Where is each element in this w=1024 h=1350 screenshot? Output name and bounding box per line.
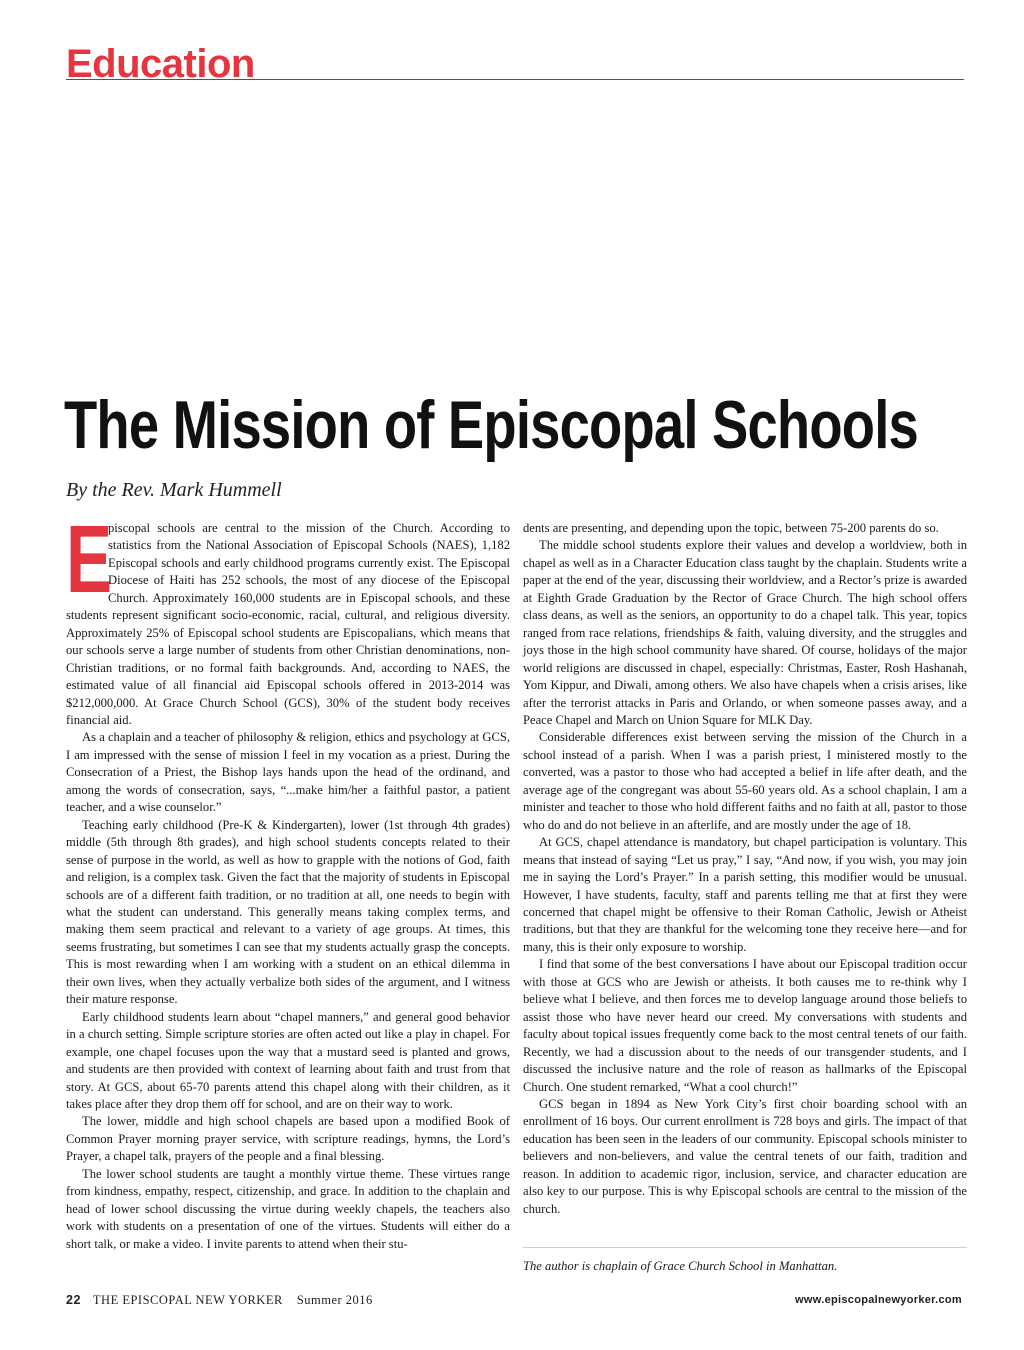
article-byline: By the Rev. Mark Hummell <box>66 479 282 501</box>
article-paragraph: dents are presenting, and depending upon the topic, between 75-200 parents do so. <box>523 521 939 535</box>
paragraph-text: piscopal schools are central to the mission of the Church. According to statistics from the National Association of Episcopal Schools (NAES), 1,182 Episcopal schools and early childhood programs currently exist. The Episcopal Diocese of Haiti has 252 schools, the most of any diocese of the Episcopal Church. Approximately 160,000 students are in Episcopal schools, and these students represent significant socio-economic, racial, cultural, and religious diversity. Approximately 25% of Episcopal school students are Episcopalians, which means that our schools serve a large number of students from other Christian denominations, non-Christian traditions, or no formal faith backgrounds. And, according to NAES, the estimated value of all financial aid Episcopal schools offered in 2013-2014 was $212,000,000. At Grace Church School (GCS), 30% of the student body receives financial aid. <box>66 521 510 727</box>
page-number: 22 <box>66 1293 81 1307</box>
section-divider <box>66 79 964 80</box>
article-paragraph: I find that some of the best conversations I have about our Episcopal tradition occur with those at GCS who are Jewish or atheists. It both causes me to re-think why I believe what I believe, and then forces me to develop language around those beliefs to assist those who have never heard our creed. My conversations with students and faculty about topical issues frequently come back to the most central tenets of our faith. Recently, we had a discussion about to the needs of our transgender students, and I discussed the inclusive nature and the role of reason as hallmarks of the Episcopal Church. One student remarked, “What a cool church!” <box>523 957 967 1094</box>
article-paragraph: GCS began in 1894 as New York City’s first choir boarding school with an enrollment of 16 boys. Our current enrollment is 728 boys and girls. The impact of that education has been seen in the leaders of our community. Episcopal schools minister to believers and non-believers, and value the central tenets of our faith, tradition and reason. In addition to academic rigor, inclusion, service, and character education are also key to our purpose. This is why Episcopal schools are central to the mission of the church. <box>523 1096 967 1216</box>
article-paragraph: The lower, middle and high school chapels are based upon a modified Book of Common Prayer morning prayer service, with scripture readings, hymns, the Lord’s Prayer, a chapel talk, prayers of the people and a final blessing. <box>66 1114 510 1164</box>
article-paragraph: Early childhood students learn about “chapel manners,” and general good behavior in a church setting. Simple scripture stories are often acted out like a play in chapel. For example, one chapel focuses upon the way that a mustard seed is planted and grows, and students are then provided with context of learning about faith and trust from that story. At GCS, about 65-70 parents attend this chapel along with their children, as it takes place after they drop them off for school, and are on their way to work. <box>66 1009 510 1111</box>
issue-date: Summer 2016 <box>296 1293 373 1307</box>
drop-cap: E <box>66 506 113 613</box>
article-paragraph: Teaching early childhood (Pre-K & Kindergarten), lower (1st through 4th grades) middle (5th through 8th grades), and high school students concepts related to their sense of purpose in the world, as well as how to grapple with the notions of God, faith and religion, is a complex task. Given the fact that the majority of students in Episcopal schools are of a different faith tradition, or no tradition at all, one needs to begin with what the student can understand. This generally means taking complex terms, and making them seem practical and relevant to a variety of age groups. At times, this seems frustrating, but sometimes I can see that my students actually grasp the concepts. This is most rewarding when I am working with a student on an ethical dilemma in their own lives, when they actually verbalize both sides of the argument, and I witness their mature response. <box>66 817 510 1007</box>
article-column-right <box>523 520 967 1218</box>
article-paragraph: At GCS, chapel attendance is mandatory, but chapel participation is voluntary. This means that instead of saying “Let us pray,” I say, “And now, if you wish, you may join me in saying the Lord’s Prayer.” In a parish setting, this modifier would be unusual. However, I have students, faculty, staff and parents telling me that at first they were concerned that chapel might be offensive to their Roman Catholic, Jewish or Atheist traditions, but that they are thankful for the welcoming tone they receive here—and for many, this is their only exposure to worship. <box>523 835 967 954</box>
article-paragraph: The lower school students are taught a monthly virtue theme. These virtues range from kindness, empathy, respect, citizenship, and grace. In addition to the chaplain and head of lower school discussing the virtue during weekly chapels, the teachers also work with students on a presentation of one of the virtues. Students will either do a short talk, or make a video. I invite parents to attend when their stu- <box>66 1166 510 1251</box>
publication-name: THE EPISCOPAL NEW YORKER <box>92 1293 283 1307</box>
article-paragraph <box>66 506 510 729</box>
author-note: The author is chaplain of Grace Church School in Manhattan. <box>523 1247 967 1275</box>
article-paragraph: The middle school students explore their values and develop a worldview, both in chapel as well as in a Character Education class taught by the chaplain. Students write a paper at the end of the year, discussing their worldview, and a Rector’s prize is awarded at Eighth Grade Graduation by the Rector of Grace Church. The high school offers class deans, as well as the seniors, an opportunity to do a chapel talk. This year, topics ranged from race relations, friendships & faith, valuing diversity, and the struggles and joys those in the high school community have shared. Of course, holidays of the major world religions are discussed in chapel, especially: Christmas, Easter, Rosh Hashanah, Yom Kippur, and Diwali, among others. We also have chapels when a crisis arises, like after the terrorist attacks in Paris and Orlando, or when someone passes away, and a Peace Chapel and March on Union Square for MLK Day. <box>523 538 967 727</box>
article-paragraph: As a chaplain and a teacher of philosophy & religion, ethics and psychology at GCS, I am impressed with the sense of mission I feel in my vocation as a priest. During the Consecration of a Priest, the Bishop lays hands upon the head of the ordinand, and among the words of consecration, says, “...make him/her a faithful pastor, a patient teacher, and a wise counselor.” <box>66 730 510 815</box>
page-footer <box>66 1293 373 1308</box>
website-link[interactable]: www.episcopalnewyorker.com <box>795 1294 962 1306</box>
section-label: Education <box>66 42 255 86</box>
article-paragraph: Considerable differences exist between serving the mission of the Church in a school instead of a parish. When I was a parish priest, I ministered mostly to the converted, was a pastor to those who had accepted a belief in life after death, and the average age of the congregant was about 55-60 years old. As a school chaplain, I am a minister and teacher to those who hold different faiths and no faith at all, pastor to those who do and do not believe in an afterlife, and are mostly under the age of 18. <box>523 730 967 832</box>
article-column-left <box>66 506 510 1253</box>
article-headline: The Mission of Episcopal Schools <box>64 387 918 463</box>
